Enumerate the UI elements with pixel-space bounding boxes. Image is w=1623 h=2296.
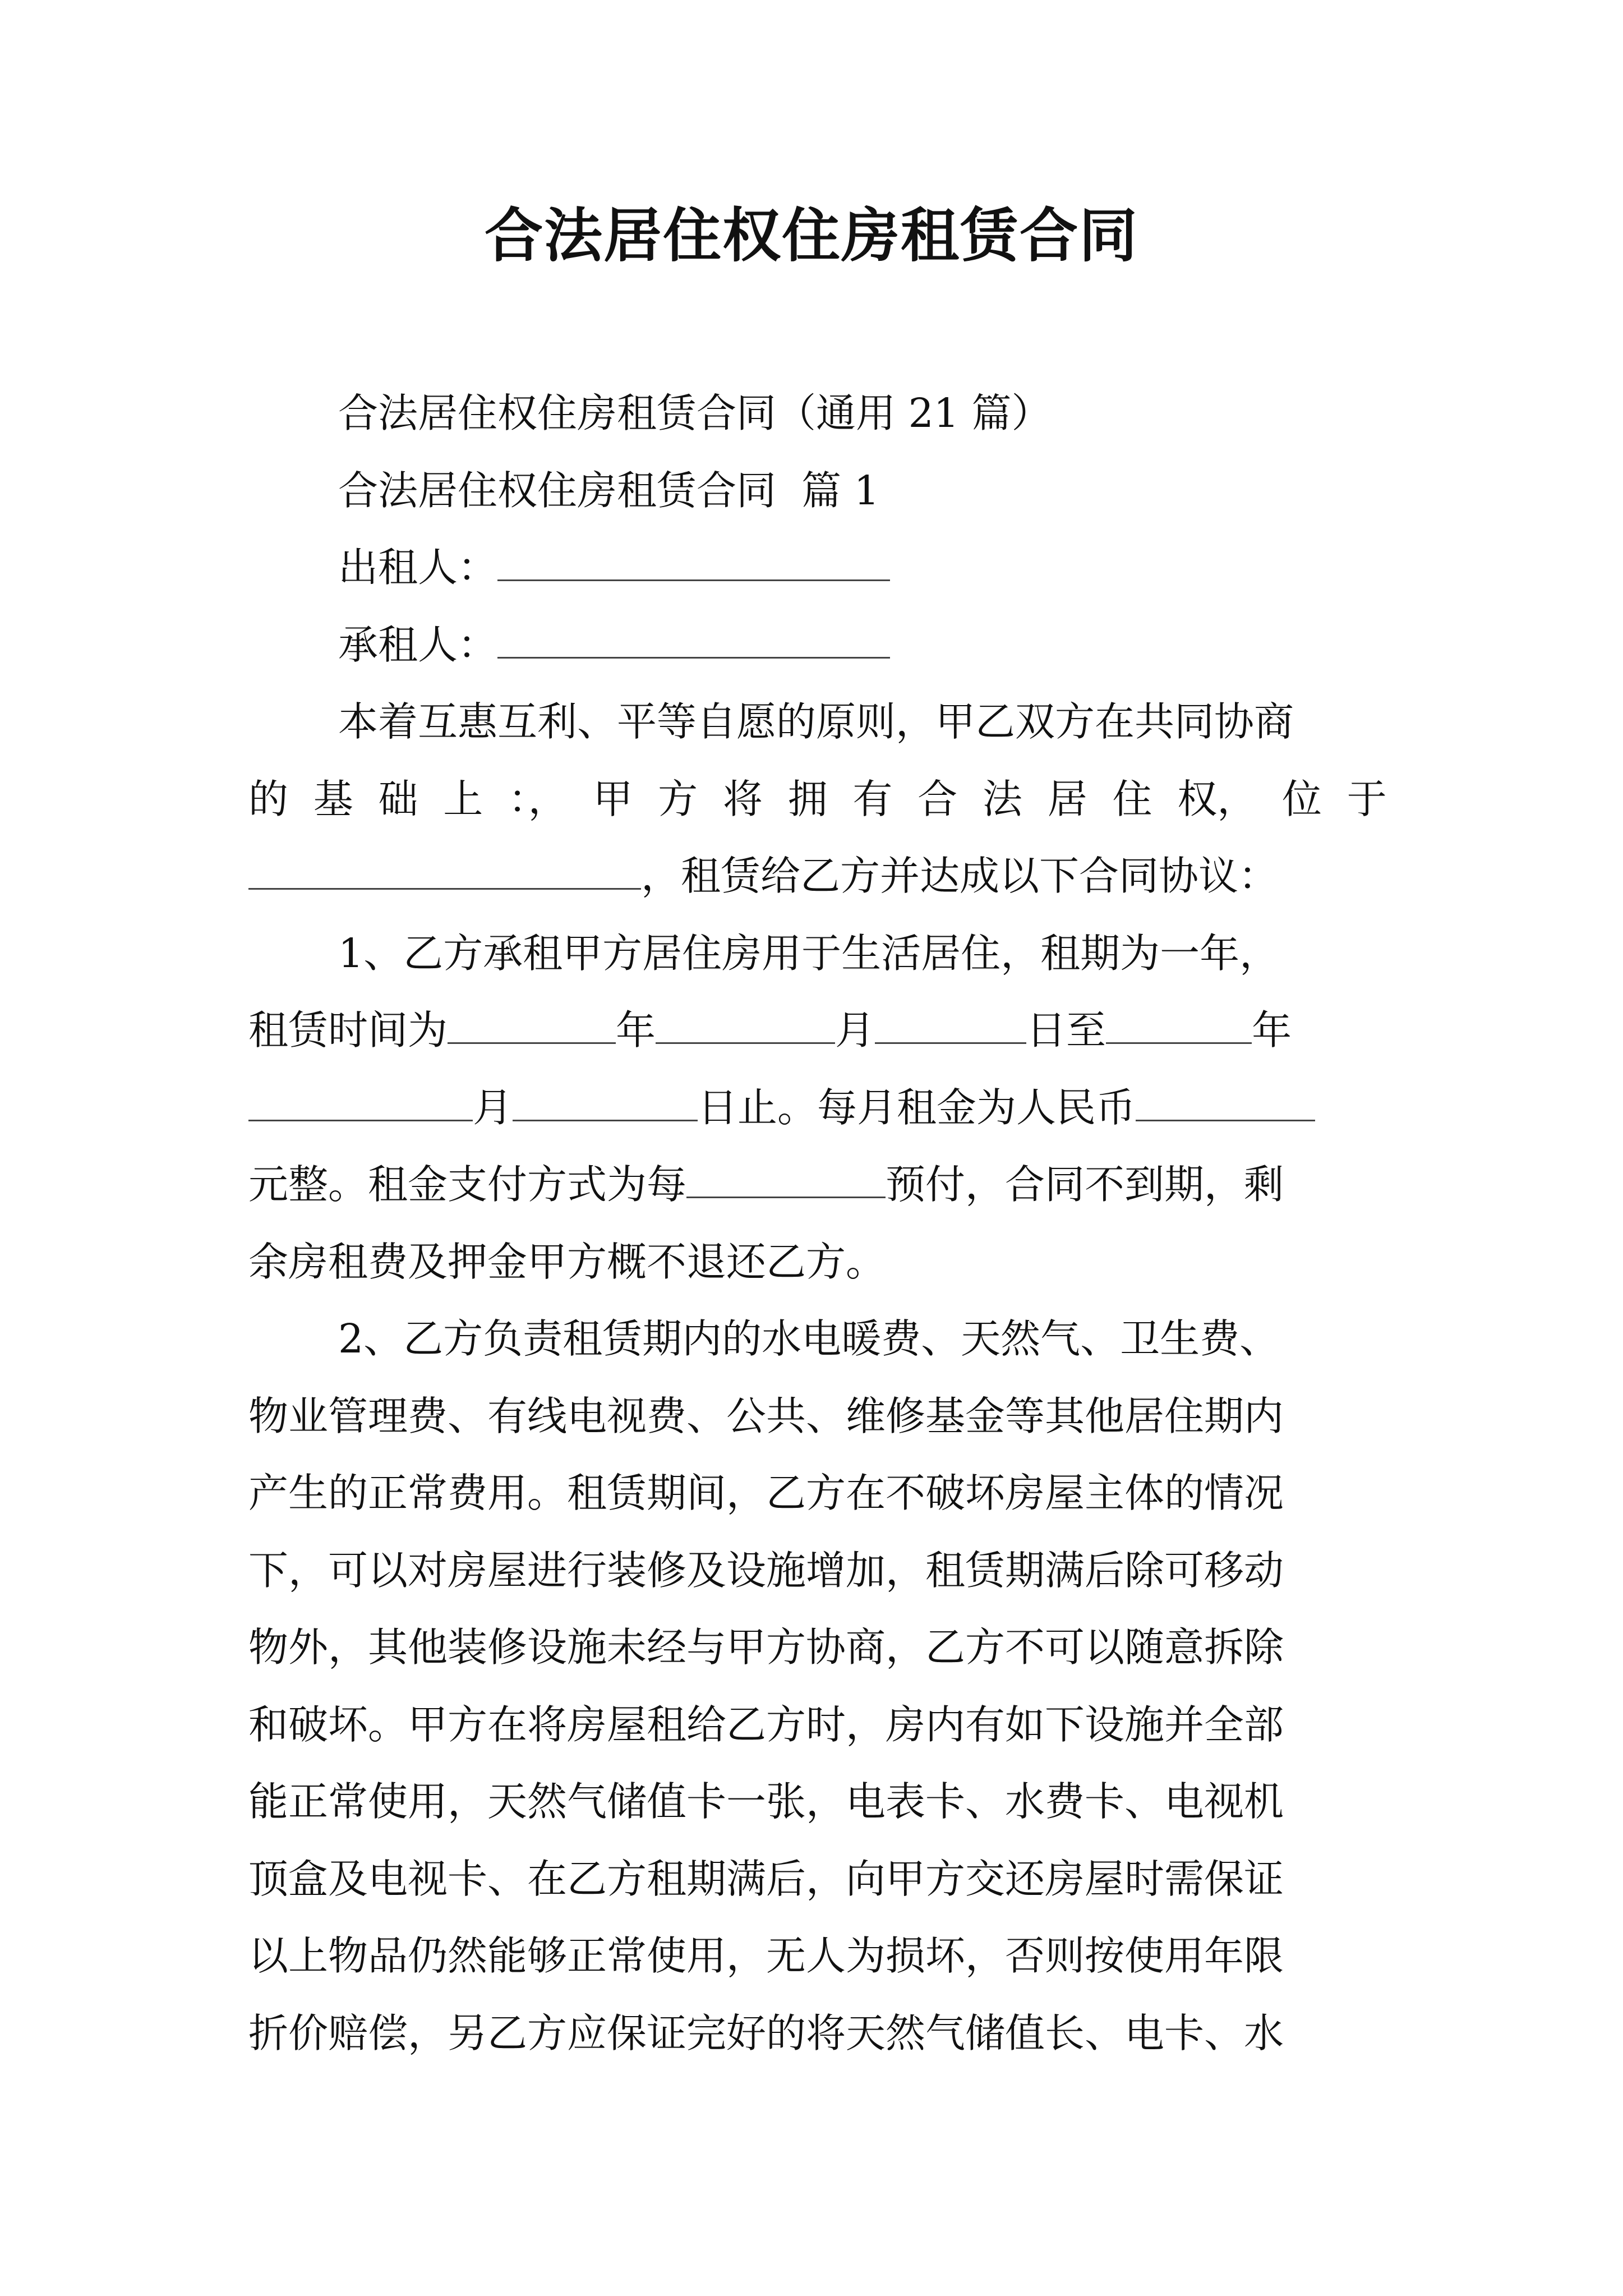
intro-line-1: 本着互惠互利、平等自愿的原则，甲乙双方在共同协商 bbox=[338, 698, 1294, 745]
clause1-line-4 bbox=[248, 1146, 1387, 1223]
intro-line-2-char: 将 bbox=[722, 775, 763, 822]
end-month-blank bbox=[248, 1085, 473, 1121]
payment-period-blank bbox=[686, 1162, 886, 1198]
clause1-line-3 bbox=[248, 1069, 1387, 1147]
clause2-line-5: 物外，其他装修设施未经与甲方协商，乙方不可以随意拆除 bbox=[248, 1624, 1284, 1671]
intro-line-2-char: 法 bbox=[982, 775, 1022, 822]
lease-period-label: 租赁时间为 bbox=[248, 1007, 448, 1053]
intro-line-2-char: 住 bbox=[1112, 775, 1152, 822]
clause2-line-9: 以上物品仍然能够正常使用，无人为损坏，否则按使用年限 bbox=[248, 1932, 1284, 1979]
intro-line-2-char: 居 bbox=[1047, 775, 1087, 822]
end-year-blank bbox=[1106, 1007, 1252, 1044]
clause1-line-2 bbox=[248, 992, 1387, 1069]
intro-line-2-char: 位 bbox=[1281, 775, 1322, 822]
clause2-line-1: 2、乙方负责租赁期内的水电暖费、天然气、卫生费、 bbox=[338, 1315, 1280, 1362]
intro-line-2-char: 的 bbox=[248, 775, 289, 822]
intro-line-2-char: 基 bbox=[313, 775, 353, 822]
clause1-line-5: 余房租费及押金甲方概不退还乙方。 bbox=[248, 1238, 886, 1285]
clause2-line-3: 产生的正常费用。租赁期间，乙方在不破坏房屋主体的情况 bbox=[248, 1470, 1284, 1516]
intro-line-3-text: ，租赁给乙方并达成以下合同协议： bbox=[641, 853, 1279, 899]
lessee-label: 承租人： bbox=[338, 621, 498, 668]
lessee-line bbox=[248, 606, 1387, 684]
end-year-label: 年 bbox=[1252, 1007, 1292, 1053]
intro-line-2-char: 拥 bbox=[787, 775, 828, 822]
clause2-line-2: 物业管理费、有线电视费、公共、维修基金等其他居住期内 bbox=[248, 1392, 1284, 1439]
clause2-line-10: 折价赔偿，另乙方应保证完好的将天然气储值长、电卡、水 bbox=[248, 2009, 1284, 2056]
rent-amount-blank bbox=[1136, 1085, 1315, 1121]
intro-line-2 bbox=[248, 761, 1387, 838]
intro-line-2-char: 合 bbox=[917, 775, 958, 822]
subtitle: 合法居住权住房租赁合同（通用 21 篇） bbox=[338, 390, 1052, 436]
clause2-line-8: 顶盒及电视卡、在乙方租期满后，向甲方交还房屋时需保证 bbox=[248, 1855, 1284, 1902]
lessee-blank bbox=[497, 622, 890, 659]
start-year-label: 年 bbox=[616, 1007, 656, 1053]
start-day-blank bbox=[875, 1007, 1026, 1044]
section-heading: 合法居住权住房租赁合同 篇 1 bbox=[338, 467, 879, 514]
payment-method-text: 元整。租金支付方式为每 bbox=[248, 1161, 687, 1208]
intro-line-2-char: 于 bbox=[1347, 775, 1387, 822]
end-day-blank bbox=[513, 1085, 698, 1121]
clause2-line-4: 下，可以对房屋进行装修及设施增加，租赁期满后除可移动 bbox=[248, 1547, 1284, 1594]
intro-line-2-char: 甲 bbox=[593, 775, 633, 822]
end-month-label: 月 bbox=[473, 1084, 513, 1131]
rent-text: 日止。每月租金为人民币 bbox=[698, 1084, 1136, 1131]
intro-line-3 bbox=[248, 838, 1387, 915]
start-day-label: 日至 bbox=[1026, 1007, 1106, 1053]
lessor-line bbox=[248, 529, 1387, 606]
intro-line-2-char: 权， bbox=[1177, 775, 1257, 822]
start-month-label: 月 bbox=[835, 1007, 875, 1053]
clause2-line-7: 能正常使用，天然气储值卡一张，电表卡、水费卡、电视机 bbox=[248, 1778, 1284, 1825]
lessor-label: 出租人： bbox=[338, 544, 498, 591]
clause2-line-6: 和破坏。甲方在将房屋租给乙方时，房内有如下设施并全部 bbox=[248, 1701, 1284, 1748]
start-month-blank bbox=[656, 1007, 835, 1044]
document-body bbox=[248, 375, 1387, 2072]
start-year-blank bbox=[448, 1007, 616, 1044]
intro-line-2-char: 有 bbox=[852, 775, 893, 822]
clause1-line-1: 1、乙方承租甲方居住房用于生活居住，租期为一年， bbox=[338, 930, 1280, 977]
location-blank bbox=[248, 853, 641, 890]
document-title: 合法居住权住房租赁合同 bbox=[484, 201, 1138, 270]
intro-line-2-char: ：， bbox=[508, 775, 568, 822]
intro-line-2-char: 上 bbox=[443, 775, 483, 822]
lessor-blank bbox=[497, 545, 890, 581]
intro-line-2-char: 础 bbox=[378, 775, 418, 822]
payment-method-text-2: 预付，合同不到期，剩 bbox=[886, 1161, 1284, 1208]
intro-line-2-char: 方 bbox=[658, 775, 698, 822]
